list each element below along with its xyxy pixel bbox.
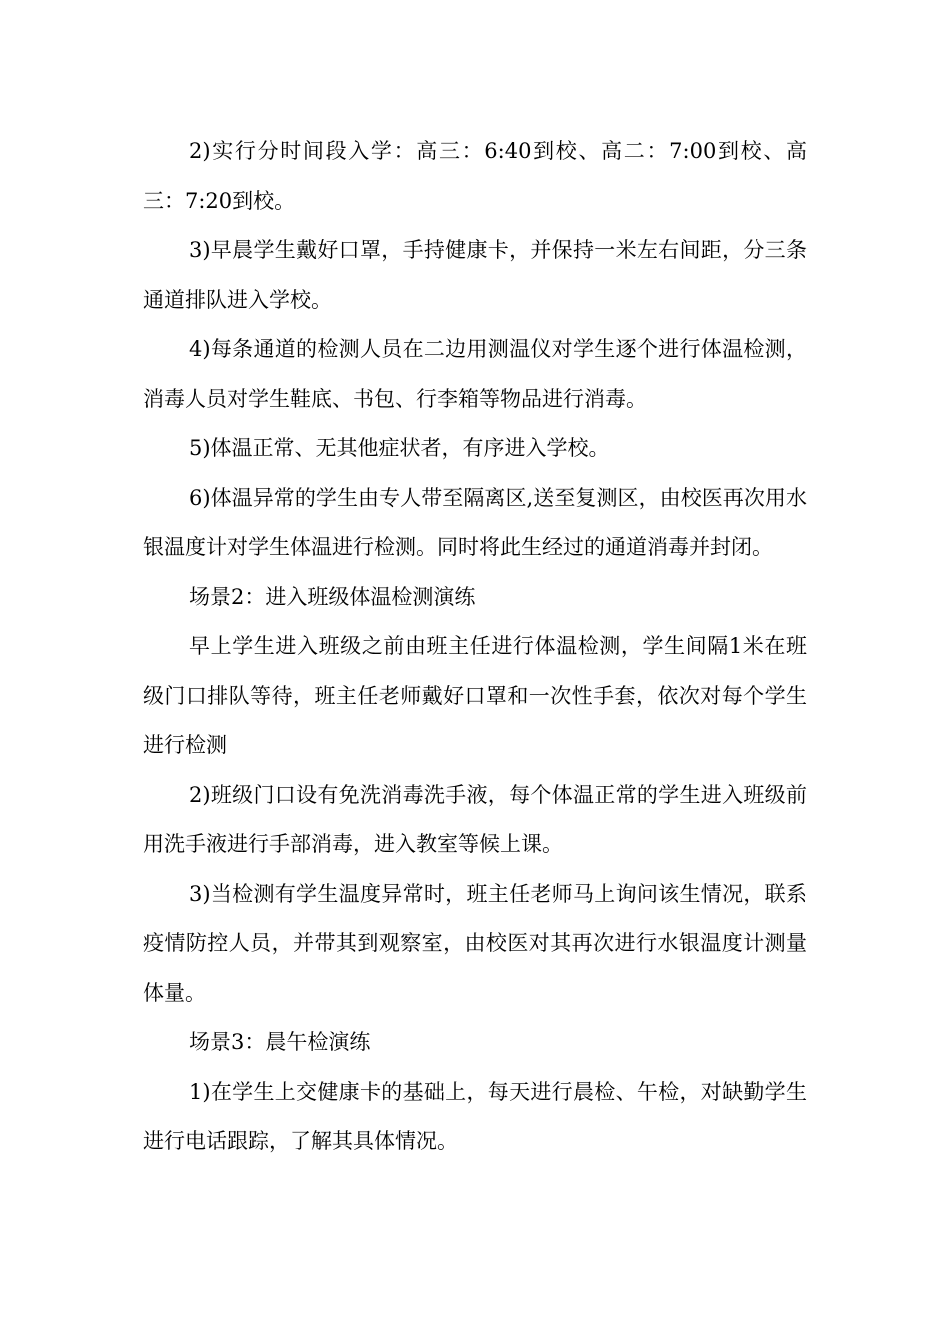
paragraph-mask-queue: 3)早晨学生戴好口罩，手持健康卡，并保持一米左右间距，分三条通道排队进入学校。 — [143, 238, 807, 312]
paragraph-morning-noon-check: 1)在学生上交健康卡的基础上，每天进行晨检、午检，对缺勤学生进行电话跟踪，了解其具体情况。 — [143, 1079, 807, 1153]
paragraph-class-abnormal: 3)当检测有学生温度异常时，班主任老师马上询问该生情况，联系疫情防控人员，并带其到观察室，由校医对其再次进行水银温度计测量体量。 — [143, 881, 807, 1005]
paragraph-abnormal-isolation: 6)体温异常的学生由专人带至隔离区,送至复测区，由校医再次用水银温度计对学生体温进行检测。同时将此生经过的通道消毒并封闭。 — [143, 485, 807, 559]
paragraph-normal-entry: 5)体温正常、无其他症状者，有序进入学校。 — [189, 436, 610, 460]
paragraph-hand-sanitizer: 2)班级门口设有免洗消毒洗手液，每个体温正常的学生进入班级前用洗手液进行手部消毒，进入教室等候上课。 — [143, 782, 807, 856]
paragraph-arrival-schedule: 2)实行分时间段入学：高三：6:40到校、高二：7:00到校、高三：7:20到校。 — [143, 139, 807, 213]
document-body — [143, 127, 807, 1167]
paragraph-class-check: 早上学生进入班级之前由班主任进行体温检测，学生间隔1米在班级门口排队等待，班主任老师戴好口罩和一次性手套，依次对每个学生进行检测 — [143, 634, 807, 757]
heading-scene-2: 场景2：进入班级体温检测演练 — [189, 584, 476, 609]
heading-scene-3: 场景3：晨午检演练 — [189, 1030, 371, 1054]
paragraph-temperature-check: 4)每条通道的检测人员在二边用测温仪对学生逐个进行体温检测，消毒人员对学生鞋底、书包、行李箱等物品进行消毒。 — [143, 337, 807, 411]
